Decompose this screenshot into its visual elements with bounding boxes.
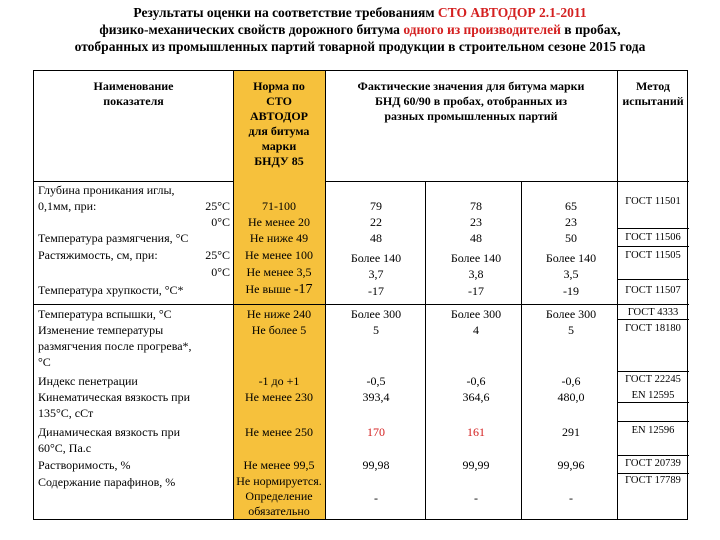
- header-norm: Норма по СТО АВТОДОР для битума марки БНДУ 85: [248, 79, 310, 168]
- sample1-duct0: 3,7: [368, 267, 384, 281]
- param-ductility: Растяжимость, см, при:: [38, 248, 158, 262]
- col-divider: [325, 71, 326, 519]
- sample3-change: 5: [568, 323, 574, 337]
- sample1-paraffin: -: [374, 491, 378, 505]
- param-penetration-cont: 0,1мм, при:: [38, 199, 97, 213]
- sample1-pi: -0,5: [366, 374, 386, 388]
- sample2-flash: Более 300: [450, 307, 502, 321]
- param-flash: Температура вспышки, °С: [38, 307, 172, 321]
- sample2-duct0: 3,8: [468, 267, 484, 281]
- sample3-dyn: 291: [562, 425, 580, 439]
- sample1-brittle: -17: [368, 284, 384, 298]
- sample2-paraffin: -: [474, 491, 478, 505]
- sample1-solub: 99,98: [362, 458, 390, 472]
- standard-name: СТО АВТОДОР 2.1-2011: [437, 5, 587, 20]
- sample2-pen25: 78: [470, 199, 482, 213]
- sample1-kin: 393,4: [362, 390, 390, 404]
- param-temp-0: 0°С: [211, 265, 230, 279]
- sample2-brittle: -17: [468, 284, 484, 298]
- row-divider: [617, 421, 689, 422]
- sample3-kin: 480,0: [557, 390, 585, 404]
- param-change-unit: °С: [38, 355, 51, 369]
- sample3-duct0: 3,5: [563, 267, 579, 281]
- param-brittle: Температура хрупкости, °С*: [38, 283, 184, 297]
- sample3-soft: 50: [565, 231, 577, 245]
- method-kin: EN 12595: [631, 390, 675, 401]
- title-line-1: [0, 4, 720, 21]
- row-divider: [617, 279, 689, 280]
- sample2-solub: 99,99: [462, 458, 490, 472]
- sample3-solub: 99,96: [557, 458, 585, 472]
- param-temp-0: 0°С: [211, 215, 230, 229]
- sample2-duct25: Более 140: [450, 251, 502, 265]
- norm-pi: -1 до +1: [258, 374, 300, 388]
- row-divider: [34, 181, 233, 182]
- sample3-pen25: 65: [565, 199, 577, 213]
- row-divider: [34, 304, 689, 305]
- row-divider: [325, 181, 689, 182]
- title-text: в пробах,: [560, 22, 621, 37]
- page-title: [0, 4, 720, 55]
- row-divider: [617, 402, 689, 403]
- param-temp-25: 25°С: [205, 199, 230, 213]
- sample2-dyn: 161: [467, 425, 485, 439]
- header-actual: Фактические значения для битума марки БНД 60/90 в пробах, отобранных из разных промышленных партий: [357, 79, 585, 123]
- sample1-pen25: 79: [370, 199, 382, 213]
- row-divider: [617, 228, 689, 229]
- method-soft: ГОСТ 11506: [625, 232, 681, 243]
- param-solub: Растворимость, %: [38, 458, 131, 472]
- param-kin-cont: 135°С, сСт: [38, 406, 94, 420]
- col-divider: [425, 181, 426, 519]
- norm-change: Не более 5: [251, 323, 307, 337]
- sample3-paraffin: -: [569, 491, 573, 505]
- sample3-brittle: -19: [563, 284, 579, 298]
- sample3-flash: Более 300: [545, 307, 597, 321]
- norm-duct25: Не менее 100: [245, 248, 313, 262]
- sample2-pi: -0,6: [466, 374, 486, 388]
- title-line-2: [0, 21, 720, 38]
- norm-duct0: Не менее 3,5: [246, 265, 312, 279]
- sample1-soft: 48: [370, 231, 382, 245]
- title-line-3: отобранных из промышленных партий товарной продукции в строительном сезоне 2015 года: [74, 39, 646, 54]
- norm-pen25: 71-100: [262, 199, 296, 213]
- norm-brittle: Не выше -17: [245, 282, 313, 297]
- sample1-pen0: 22: [370, 215, 382, 229]
- norm-kin: Не менее 230: [245, 390, 313, 404]
- header-method: Метод испытаний: [622, 79, 684, 108]
- sample2-soft: 48: [470, 231, 482, 245]
- method-duct: ГОСТ 11505: [625, 250, 681, 261]
- method-pen: ГОСТ 11501: [625, 196, 681, 207]
- norm-pen0: Не менее 20: [248, 215, 310, 229]
- param-pi: Индекс пенетрации: [38, 374, 138, 388]
- sample2-change: 4: [473, 323, 479, 337]
- sample2-pen0: 23: [470, 215, 482, 229]
- param-dyn: Динамическая вязкость при: [38, 425, 181, 439]
- param-dyn-cont: 60°С, Па.с: [38, 441, 92, 455]
- method-flash: ГОСТ 4333: [627, 307, 679, 318]
- row-divider: [617, 246, 689, 247]
- sample2-kin: 364,6: [462, 390, 490, 404]
- method-solub: ГОСТ 20739: [625, 458, 681, 469]
- row-divider: [617, 319, 689, 320]
- sample1-change: 5: [373, 323, 379, 337]
- param-kin: Кинематическая вязкость при: [38, 390, 191, 404]
- sample1-duct25: Более 140: [350, 251, 402, 265]
- sample3-duct25: Более 140: [545, 251, 597, 265]
- producer-name: одного из производителей: [403, 22, 561, 37]
- param-paraffin: Содержание парафинов, %: [38, 475, 176, 489]
- sample1-flash: Более 300: [350, 307, 402, 321]
- sample1-dyn: 170: [367, 425, 385, 439]
- method-brittle: ГОСТ 11507: [625, 285, 681, 296]
- norm-dyn: Не менее 250: [245, 425, 313, 439]
- method-change: ГОСТ 18180: [625, 323, 681, 334]
- param-change-cont: размягчения после прогрева*,: [38, 339, 192, 353]
- method-paraffin: ГОСТ 17789: [625, 475, 681, 486]
- header-name: Наименование показателя: [93, 79, 174, 108]
- norm-soft: Не ниже 49: [249, 231, 309, 245]
- title-text: Результаты оценки на соответствие требованиям: [133, 5, 438, 20]
- param-softening: Температура размягчения, °С: [38, 231, 189, 245]
- param-temp-25: 25°С: [205, 248, 230, 262]
- norm-solub: Не менее 99,5: [243, 458, 315, 472]
- param-penetration: Глубина проникания иглы,: [38, 183, 175, 197]
- sample3-pi: -0,6: [561, 374, 581, 388]
- norm-paraffin: Не нормируется. Определение обязательно: [236, 474, 322, 518]
- method-pi: ГОСТ 22245: [625, 374, 681, 385]
- sample3-pen0: 23: [565, 215, 577, 229]
- method-dyn: EN 12596: [631, 425, 675, 436]
- row-divider: [617, 371, 689, 372]
- row-divider: [617, 455, 689, 456]
- results-table: [33, 70, 688, 520]
- norm-flash: Не ниже 240: [246, 307, 312, 321]
- param-change: Изменение температуры: [38, 323, 164, 337]
- title-text: физико-механических свойств дорожного битума: [99, 22, 404, 37]
